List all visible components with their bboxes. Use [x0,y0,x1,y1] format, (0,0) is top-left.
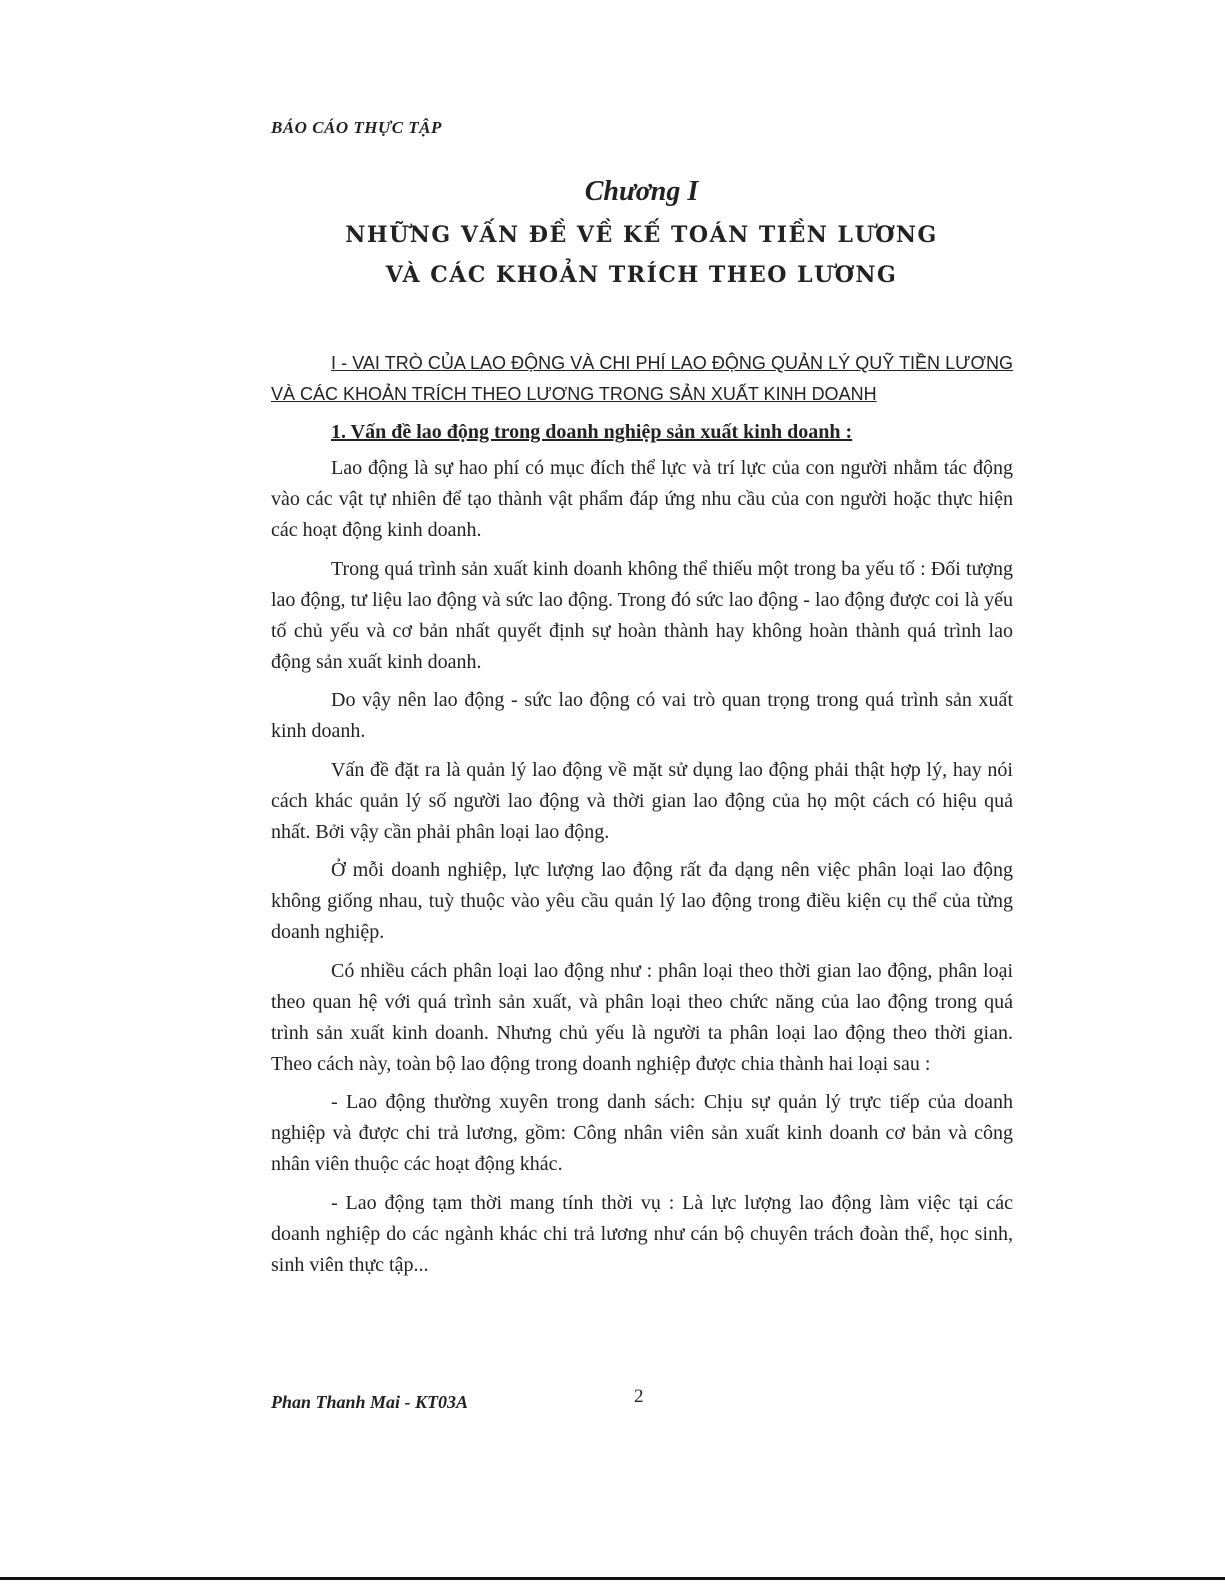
section-heading: I - VAI TRÒ CỦA LAO ĐỘNG VÀ CHI PHÍ LAO ĐỘNG QUẢN LÝ QUỸ TIỀN LƯƠNG VÀ CÁC KHOẢN TRÍCH THEO LƯƠNG TRONG SẢN XUẤT KINH DOANH [271,353,1013,404]
paragraph: - Lao động thường xuyên trong danh sách: Chịu sự quản lý trực tiếp của doanh nghiệp và được chi trả lương, gồm: Công nhân viên sản xuất kinh doanh cơ bản và công nhân viên thuộc các hoạt động khác. [271,1091,1013,1175]
paragraph: Có nhiều cách phân loại lao động như : phân loại theo thời gian lao động, phân loại theo quan hệ với quá trình sản xuất, và phân loại theo chức năng của lao động trong quá trình sản xuất kinh doanh. Nhưng chủ yếu là người ta phân loại lao động theo thời gian. Theo cách này, toàn bộ lao động trong doanh nghiệp được chia thành hai loại sau : [271,959,1013,1075]
footer-author: Phan Thanh Mai - KT03A [271,1392,469,1412]
paragraph: Vấn đề đặt ra là quản lý lao động về mặt sử dụng lao động phải thật hợp lý, hay nói cách khác quản lý số người lao động và thời gian lao động của họ một cách có hiệu quả nhất. Bởi vậy cần phải phân loại lao động. [271,758,1013,843]
paragraph: - Lao động tạm thời mang tính thời vụ : Là lực lượng lao động làm việc tại các doanh nghiệp do các ngành khác chi trả lương như cán bộ chuyên trách đoàn thể, học sinh, sinh viên thực tập... [271,1191,1013,1276]
page-number: 2 [634,1386,644,1407]
paragraph: Ở mỗi doanh nghiệp, lực lượng lao động rất đa dạng nên việc phân loại lao động không giống nhau, tuỳ thuộc vào yêu cầu quản lý lao động trong điều kiện cụ thể của từng doanh nghiệp. [271,859,1013,943]
chapter-title-line-2: VÀ CÁC KHOẢN TRÍCH THEO LƯƠNG [385,262,898,288]
paragraph: Lao động là sự hao phí có mục đích thể lực và trí lực của con người nhằm tác động vào các vật tự nhiên để tạo thành vật phẩm đáp ứng nhu cầu của con người hoặc thực hiện các hoạt động kinh doanh. [271,457,1013,541]
chapter-title-line-1: NHỮNG VẤN ĐỀ VỀ KẾ TOÁN TIỀN LƯƠNG [345,222,938,248]
chapter-label: Chương I [584,176,699,207]
paragraph: Do vậy nên lao động - sức lao động có vai trò quan trọng trong quá trình sản xuất kinh doanh. [271,689,1013,742]
body-text [271,453,1013,1288]
running-header: BÁO CÁO THỰC TẬP [271,118,442,137]
subsection-heading: 1. Vấn đề lao động trong doanh nghiệp sản xuất kinh doanh : [331,421,853,443]
bottom-rule [0,1577,1225,1580]
paragraph: Trong quá trình sản xuất kinh doanh không thể thiếu một trong ba yếu tố : Đối tượng lao động, tư liệu lao động và sức lao động. Trong đó sức lao động - lao động được coi là yếu tố chủ yếu và cơ bản nhất quyết định sự hoàn thành hay không hoàn thành quá trình lao động sản xuất kinh doanh. [271,557,1013,673]
